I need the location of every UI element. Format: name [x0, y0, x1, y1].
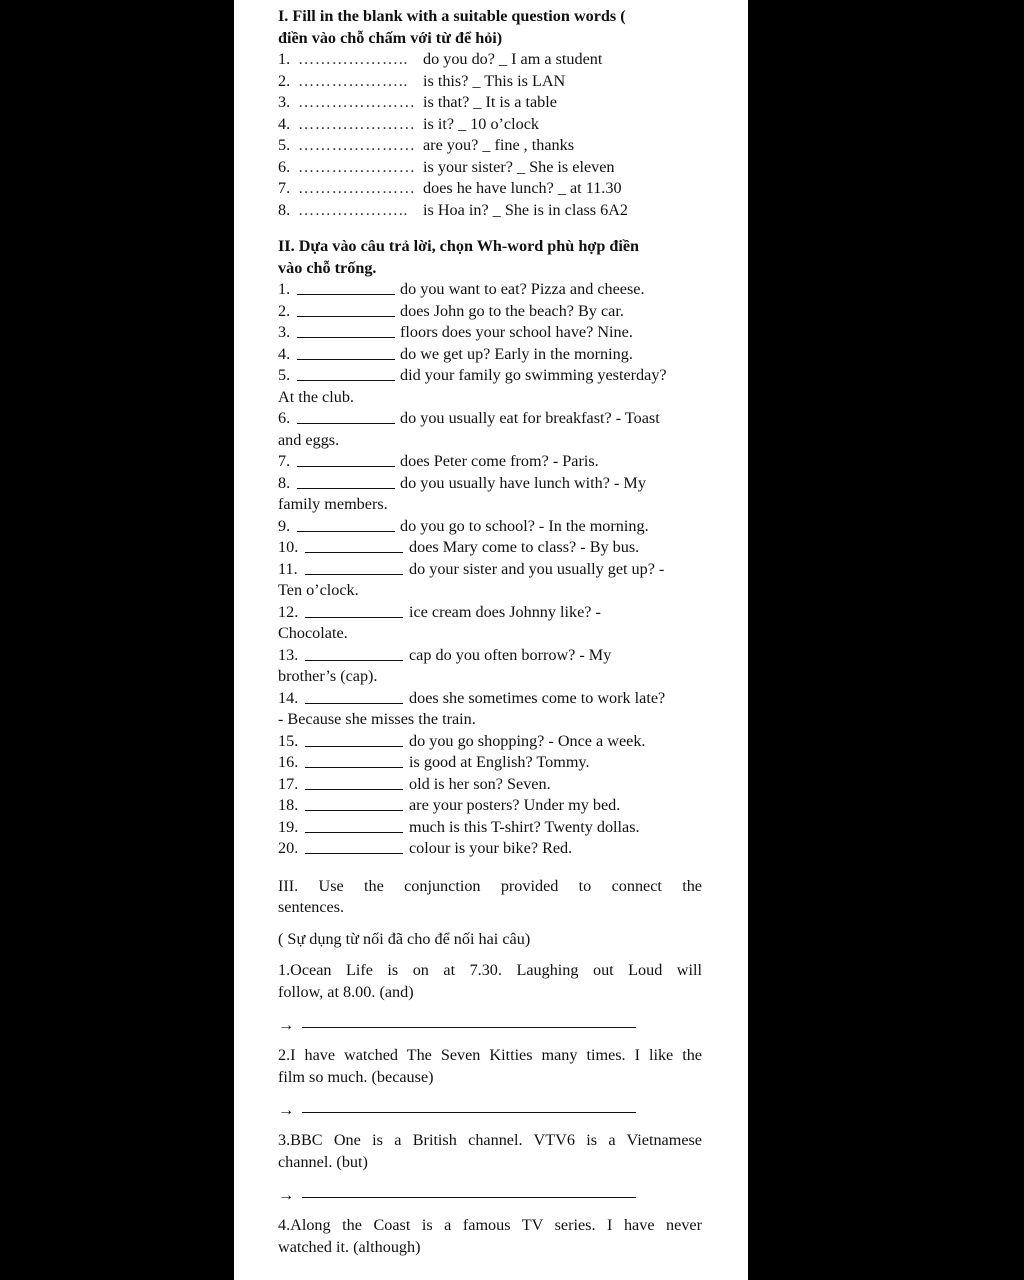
item-text: is that? _ It is a table	[423, 93, 557, 111]
item-number: 3.	[278, 93, 291, 111]
item-text: are your posters? Under my bed.	[409, 796, 621, 814]
answer-blank[interactable]	[305, 832, 403, 833]
item-text: do you go to school? - In the morning.	[400, 516, 649, 535]
section-3-title-line2: sentences.	[278, 898, 345, 916]
item-number: 20.	[278, 839, 299, 857]
item-number: 6.	[278, 157, 291, 176]
section-3	[278, 876, 702, 1259]
item-text: is it? _ 10 o’clock	[423, 114, 539, 133]
answer-blank[interactable]	[297, 316, 395, 317]
item-continuation: - Because she misses the train.	[278, 710, 476, 728]
section-2-item	[278, 344, 702, 366]
answer-blank[interactable]	[305, 660, 403, 661]
answer-blank[interactable]	[297, 359, 395, 360]
item-text: do you usually have lunch with? - My	[400, 473, 646, 492]
item-number: 3.	[278, 323, 291, 341]
section-2-title-line1: II. Dựa vào câu trả lời, chọn Wh-word phù hợp điền	[278, 237, 640, 255]
item-text: does she sometimes come to work late?	[409, 688, 666, 707]
item-number: 7.	[278, 452, 291, 470]
item-text: much is this T-shirt? Twenty dollas.	[409, 817, 640, 836]
answer-blank[interactable]	[297, 337, 395, 338]
section-1-title	[278, 6, 702, 49]
answer-blank[interactable]	[305, 703, 403, 704]
section-1	[278, 6, 702, 221]
dotted-blank[interactable]: …………………	[298, 157, 416, 176]
section-2-item	[278, 838, 702, 860]
item-text: floors does your school have? Nine.	[400, 323, 633, 341]
answer-blank[interactable]	[297, 423, 395, 424]
item-text: is good at English? Tommy.	[409, 753, 590, 771]
item-number: 1.	[278, 50, 291, 68]
item-number: 5.	[278, 136, 291, 154]
section-3-title-line1: III. Use the conjunction provided to connect the	[278, 876, 702, 895]
item-number: 2.	[278, 301, 291, 320]
dotted-blank[interactable]: …………………	[298, 179, 416, 197]
item-text: does Mary come to class? - By bus.	[409, 538, 640, 556]
section-1-item	[278, 49, 702, 71]
sentence-line1: 4.Along the Coast is a famous TV series. I have never	[278, 1216, 702, 1234]
section-2-item	[278, 817, 702, 839]
item-text: does Peter come from? - Paris.	[400, 452, 599, 470]
answer-blank[interactable]	[297, 380, 395, 381]
section-2-item	[278, 537, 702, 559]
section-2-item	[278, 408, 702, 430]
section-2-item	[278, 731, 702, 753]
section-2-title	[278, 236, 702, 279]
item-number: 4.	[278, 344, 291, 363]
item-number: 15.	[278, 731, 299, 750]
item-number: 1.	[278, 280, 291, 298]
item-number: 8.	[278, 200, 291, 219]
answer-blank[interactable]	[302, 1197, 636, 1198]
item-text: do you go shopping? - Once a week.	[409, 731, 646, 750]
item-text: does John go to the beach? By car.	[400, 301, 624, 320]
arrow-icon: →	[278, 1016, 295, 1034]
sentence-line2: film so much. (because)	[278, 1067, 434, 1086]
answer-blank[interactable]	[305, 552, 403, 553]
item-number: 6.	[278, 409, 291, 427]
answer-blank[interactable]	[297, 466, 395, 467]
answer-blank[interactable]	[302, 1027, 636, 1028]
item-number: 19.	[278, 817, 299, 836]
item-number: 17.	[278, 774, 299, 793]
answer-line	[278, 1183, 702, 1205]
item-number: 4.	[278, 114, 291, 133]
section-2-item	[278, 322, 702, 344]
item-continuation: Chocolate.	[278, 624, 348, 642]
sentence-line1: 2.I have watched The Seven Kitties many times. I like the	[278, 1046, 702, 1064]
item-number: 16.	[278, 753, 299, 771]
section-1-title-line2: điền vào chỗ chấm với từ để hỏi)	[278, 28, 503, 47]
item-number: 14.	[278, 688, 299, 707]
item-text: are you? _ fine , thanks	[423, 136, 575, 154]
item-number: 9.	[278, 516, 291, 535]
item-continuation: brother’s (cap).	[278, 667, 378, 685]
worksheet-page	[234, 0, 748, 1280]
item-number: 8.	[278, 473, 291, 492]
answer-blank[interactable]	[297, 531, 395, 532]
item-continuation: family members.	[278, 495, 388, 513]
item-text: do you do? _ I am a student	[423, 50, 603, 68]
answer-blank[interactable]	[305, 746, 403, 747]
item-number: 2.	[278, 71, 291, 90]
section-1-item	[278, 92, 702, 114]
section-1-item	[278, 114, 702, 136]
item-text: do we get up? Early in the morning.	[400, 344, 633, 363]
answer-line	[278, 1013, 702, 1035]
section-2-item	[278, 645, 702, 667]
item-text: do your sister and you usually get up? -	[409, 559, 665, 578]
section-2-item	[278, 688, 702, 710]
dotted-blank[interactable]: ………………..	[298, 71, 409, 90]
sentence-line2: watched it. (although)	[278, 1237, 421, 1256]
section-2-title-line2: vào chỗ trống.	[278, 258, 377, 277]
section-1-item	[278, 200, 702, 222]
item-text: is Hoa in? _ She is in class 6A2	[423, 200, 629, 219]
item-text: do you usually eat for breakfast? - Toast	[400, 409, 660, 427]
sentence-line1: 3.BBC One is a British channel. VTV6 is a Vietnamese	[278, 1131, 702, 1149]
answer-blank[interactable]	[305, 810, 403, 811]
section-1-item	[278, 178, 702, 200]
section-2	[278, 236, 702, 860]
section-2-item	[278, 559, 702, 581]
item-text: ice cream does Johnny like? -	[409, 602, 601, 621]
sentence-line2: channel. (but)	[278, 1152, 368, 1171]
section-2-item	[278, 774, 702, 796]
item-number: 10.	[278, 538, 299, 556]
item-number: 11.	[278, 559, 298, 578]
answer-blank[interactable]	[297, 488, 395, 489]
section-3-list	[278, 950, 702, 1258]
sentence-line1: 1.Ocean Life is on at 7.30. Laughing out Loud will	[278, 961, 702, 979]
answer-blank[interactable]	[305, 574, 403, 575]
item-number: 5.	[278, 366, 291, 384]
section-2-item	[278, 795, 702, 817]
item-continuation: Ten o’clock.	[278, 581, 359, 599]
item-number: 13.	[278, 645, 299, 664]
item-text: cap do you often borrow? - My	[409, 645, 612, 664]
item-number: 18.	[278, 796, 299, 814]
arrow-icon: →	[278, 1186, 295, 1204]
item-text: is this? _ This is LAN	[423, 71, 566, 90]
section-2-list	[278, 279, 702, 860]
section-2-item	[278, 365, 702, 387]
arrow-icon: →	[278, 1101, 295, 1119]
section-2-item	[278, 301, 702, 323]
answer-blank[interactable]	[305, 767, 403, 768]
item-text: is your sister? _ She is eleven	[423, 157, 615, 176]
section-2-item	[278, 279, 702, 301]
section-2-item	[278, 473, 702, 495]
dotted-blank[interactable]: …………………	[298, 114, 416, 133]
section-1-item	[278, 71, 702, 93]
item-continuation: At the club.	[278, 387, 354, 406]
item-text: do you want to eat? Pizza and cheese.	[400, 280, 645, 298]
dotted-blank[interactable]: …………………	[298, 93, 416, 111]
answer-blank[interactable]	[305, 789, 403, 790]
section-1-item	[278, 157, 702, 179]
dotted-blank[interactable]: …………………	[298, 136, 416, 154]
answer-blank[interactable]	[305, 617, 403, 618]
answer-blank[interactable]	[297, 294, 395, 295]
dotted-blank[interactable]: ………………..	[298, 50, 409, 68]
item-text: did your family go swimming yesterday?	[400, 366, 667, 384]
answer-blank[interactable]	[302, 1112, 636, 1113]
item-text: colour is your bike? Red.	[409, 839, 573, 857]
item-text: old is her son? Seven.	[409, 774, 551, 793]
item-text: does he have lunch? _ at 11.30	[423, 179, 622, 197]
item-number: 12.	[278, 602, 299, 621]
dotted-blank[interactable]: ………………..	[298, 200, 409, 219]
sentence-line2: follow, at 8.00. (and)	[278, 982, 414, 1001]
section-2-item	[278, 602, 702, 624]
answer-blank[interactable]	[305, 853, 403, 854]
item-number: 7.	[278, 179, 291, 197]
section-2-item	[278, 451, 702, 473]
section-1-title-line1: I. Fill in the blank with a suitable question words (	[278, 7, 626, 25]
section-3-subtitle: ( Sự dụng từ nối đã cho để nối hai câu)	[278, 929, 531, 948]
section-1-list	[278, 49, 702, 221]
item-continuation: and eggs.	[278, 430, 340, 449]
section-2-item	[278, 752, 702, 774]
section-1-item	[278, 135, 702, 157]
answer-line	[278, 1098, 702, 1120]
section-2-item	[278, 516, 702, 538]
